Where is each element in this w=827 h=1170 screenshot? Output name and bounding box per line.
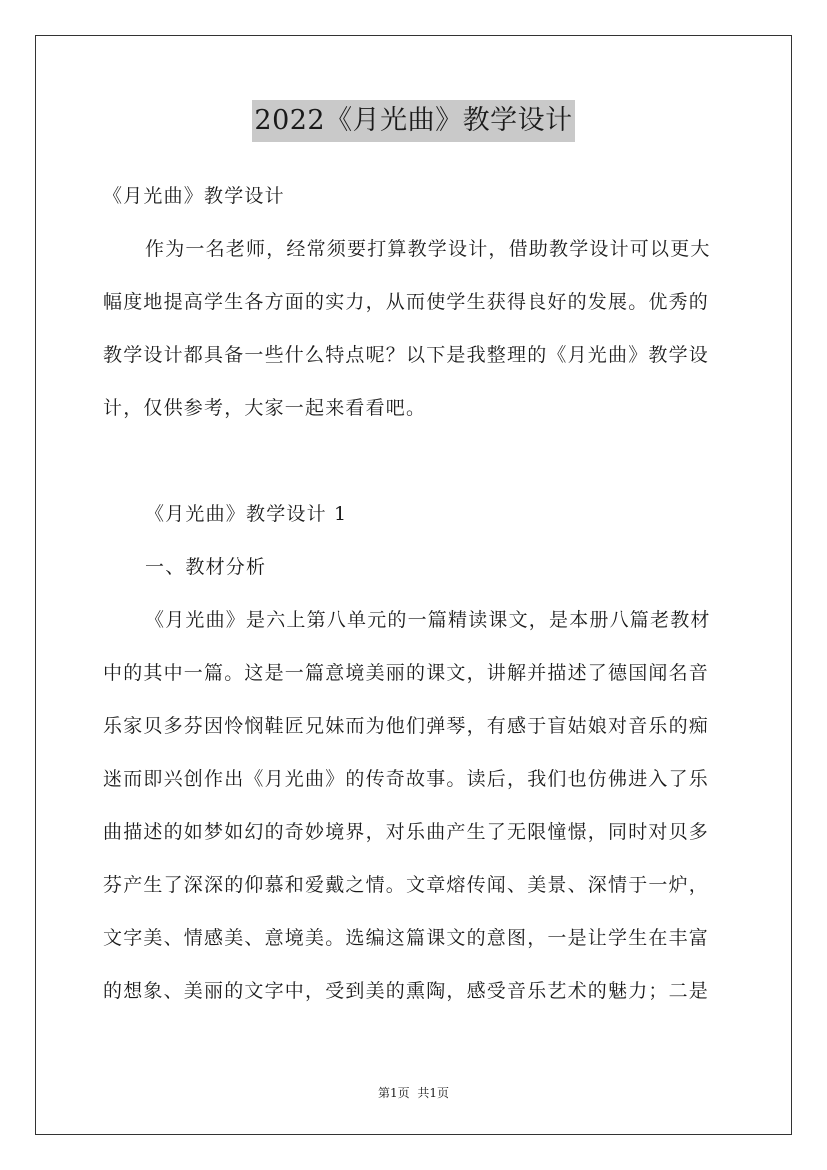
page-number: 第1页: [377, 1086, 410, 1100]
intro-line-2: 幅度地提高学生各方面的实力，从而使学生获得良好的发展。优秀的: [103, 291, 710, 313]
body-line-3: 乐家贝多芬因怜悯鞋匠兄妹而为他们弹琴，有感于盲姑娘对音乐的痴: [103, 715, 710, 737]
page-total: 共1页: [417, 1086, 450, 1100]
body-line-2: 中的其中一篇。这是一篇意境美丽的课文，讲解并描述了德国闻名音: [103, 662, 710, 684]
section-heading: 《月光曲》教学设计 1: [145, 503, 348, 525]
document-title: 2022《月光曲》教学设计: [252, 100, 574, 142]
page-footer: [0, 1084, 827, 1101]
body-line-5: 曲描述的如梦如幻的奇妙境界，对乐曲产生了无限憧憬，同时对贝多: [103, 821, 710, 843]
subtitle-line: 《月光曲》教学设计: [103, 185, 285, 207]
body-line-4: 迷而即兴创作出《月光曲》的传奇故事。读后，我们也仿佛进入了乐: [103, 768, 710, 790]
body-line-8: 的想象、美丽的文字中，受到美的熏陶，感受音乐艺术的魅力；二是: [103, 980, 710, 1002]
body-line-7: 文字美、情感美、意境美。选编这篇课文的意图，一是让学生在丰富: [103, 927, 710, 949]
intro-line-4: 计，仅供参考，大家一起来看看吧。: [103, 397, 427, 419]
spacer: [103, 435, 726, 488]
body-line-1: 《月光曲》是六上第八单元的一篇精读课文，是本册八篇老教材: [145, 609, 711, 631]
body-line-6: 芬产生了深深的仰慕和爱戴之情。文章熔传闻、美景、深情于一炉，: [103, 874, 710, 896]
title-wrap: [0, 100, 827, 142]
document-body: [103, 170, 726, 1018]
intro-line-3: 教学设计都具备一些什么特点呢？以下是我整理的《月光曲》教学设: [103, 344, 710, 366]
subsection-heading: 一、教材分析: [145, 556, 267, 578]
intro-line-1: 作为一名老师，经常须要打算教学设计，借助教学设计可以更大: [145, 238, 711, 260]
